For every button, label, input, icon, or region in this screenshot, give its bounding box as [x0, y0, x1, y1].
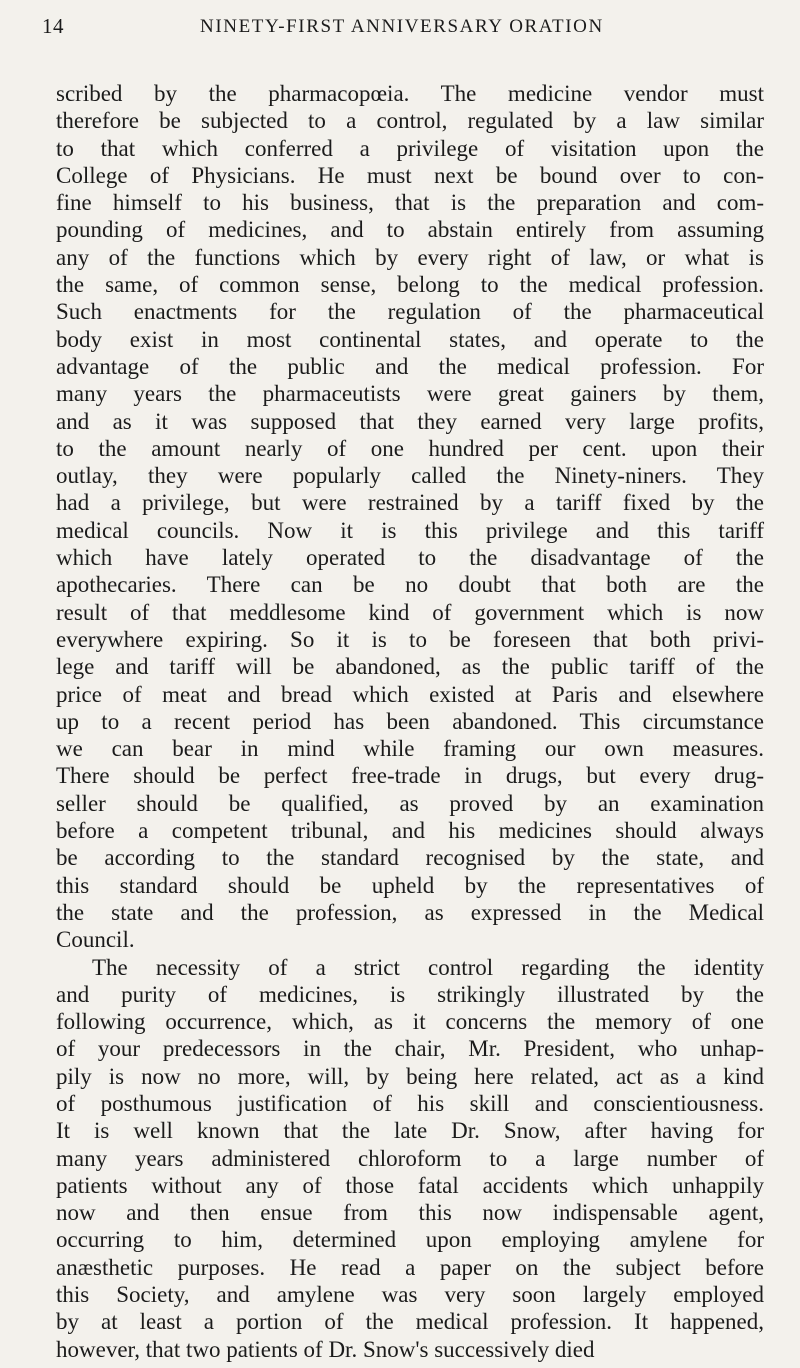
text-line: There should be perfect free-trade in drugs, but every drug-: [56, 763, 764, 789]
text-line: therefore be subjected to a control, regulated by a law similar: [56, 108, 764, 134]
text-line: price of meat and bread which existed at Paris and elsewhere: [56, 681, 764, 707]
text-line: anæsthetic purposes. He read a paper on the subject before: [56, 1254, 764, 1280]
text-line: the state and the profession, as expressed in the Medical: [56, 899, 764, 925]
text-line: pounding of medicines, and to abstain entirely from assuming: [56, 217, 764, 243]
text-line: apothecaries. There can be no doubt that both are the: [56, 572, 764, 598]
text-line: had a privilege, but were restrained by a tariff fixed by the: [56, 490, 764, 516]
text-line: this standard should be upheld by the representatives of: [56, 872, 764, 898]
text-line: result of that meddlesome kind of government which is now: [56, 599, 764, 625]
text-line: pily is now no more, will, by being here related, act as a kind: [56, 1063, 764, 1089]
text-line: scribed by the pharmacopœia. The medicine vendor must: [56, 81, 764, 106]
text-line: which have lately operated to the disadvantage of the: [56, 545, 764, 571]
page-header: [0, 14, 800, 44]
text-line: up to a recent period has been abandoned. This circumstance: [56, 708, 764, 734]
text-line: however, that two patients of Dr. Snow's successively died: [56, 1336, 595, 1362]
text-line: patients without any of those fatal accidents which unhappily: [56, 1172, 764, 1198]
text-line: advantage of the public and the medical profession. For: [56, 353, 764, 379]
text-line: of posthumous justification of his skill and conscientiousness.: [56, 1090, 764, 1116]
text-line: of your predecessors in the chair, Mr. President, who unhap-: [56, 1036, 764, 1062]
text-line: outlay, they were popularly called the Ninety-niners. They: [56, 463, 764, 489]
text-line: any of the functions which by every right of law, or what is: [56, 244, 764, 270]
text-line: Council.: [56, 927, 135, 953]
text-line: College of Physicians. He must next be bound over to con-: [56, 162, 764, 188]
text-line: before a competent tribunal, and his medicines should always: [56, 818, 764, 844]
text-line: be according to the standard recognised by the state, and: [56, 845, 764, 871]
text-line: this Society, and amylene was very soon largely employed: [56, 1282, 764, 1308]
text-line: many years administered chloroform to a large number of: [56, 1145, 764, 1171]
text-line: and purity of medicines, is strikingly illustrated by the: [56, 981, 764, 1007]
text-line: now and then ensue from this now indispensable agent,: [56, 1200, 764, 1226]
page-number: 14: [42, 14, 64, 38]
text-line: by at least a portion of the medical profession. It happened,: [56, 1309, 764, 1335]
text-line: we can bear in mind while framing our own measures.: [56, 736, 764, 762]
text-line: and as it was supposed that they earned very large profits,: [56, 408, 764, 434]
text-line: fine himself to his business, that is the preparation and com-: [56, 190, 764, 216]
text-line: many years the pharmaceutists were great gainers by them,: [56, 381, 764, 407]
text-line: following occurrence, which, as it concerns the memory of one: [56, 1009, 764, 1035]
text-line: The necessity of a strict control regarding the identity: [92, 954, 764, 980]
text-line: medical councils. Now it is this privilege and this tariff: [56, 517, 764, 543]
text-line: lege and tariff will be abandoned, as the public tariff of the: [56, 654, 764, 680]
text-line: It is well known that the late Dr. Snow, after having for: [56, 1118, 764, 1144]
text-line: to that which conferred a privilege of visitation upon the: [56, 135, 764, 161]
text-line: seller should be qualified, as proved by an examination: [56, 790, 764, 816]
text-line: to the amount nearly of one hundred per cent. upon their: [56, 435, 764, 461]
text-line: body exist in most continental states, and operate to the: [56, 326, 764, 352]
text-line: everywhere expiring. So it is to be foreseen that both privi-: [56, 626, 764, 652]
text-line: occurring to him, determined upon employing amylene for: [56, 1227, 764, 1253]
running-head: NINETY-FIRST ANNIVERSARY ORATION: [200, 16, 604, 37]
text-line: Such enactments for the regulation of the pharmaceutical: [56, 299, 764, 325]
text-line: the same, of common sense, belong to the medical profession.: [56, 272, 764, 298]
body-text: [56, 80, 764, 1363]
